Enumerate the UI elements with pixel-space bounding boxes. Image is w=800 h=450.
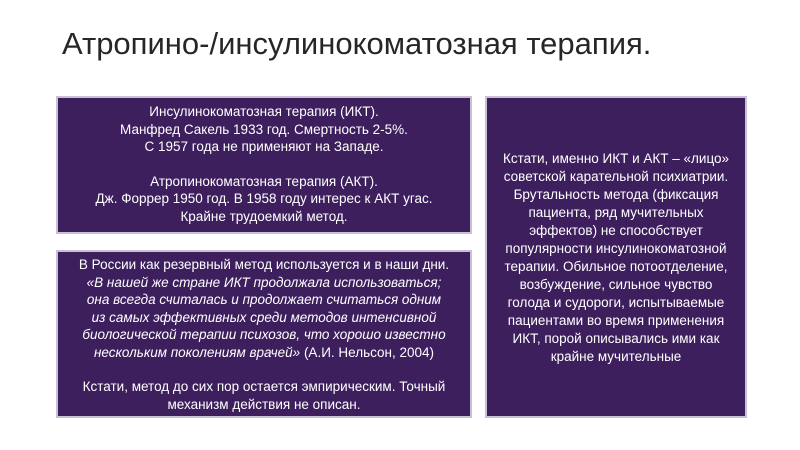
face-line: ИКТ, порой описывались ими как bbox=[512, 331, 720, 346]
face-box bbox=[485, 96, 747, 418]
russia-box bbox=[56, 250, 472, 418]
conclusion-line: механизм действия не описан. bbox=[167, 396, 361, 412]
face-line: эффектов) не способствует bbox=[529, 223, 703, 238]
face-line: крайне мучительные bbox=[550, 349, 682, 364]
face-line: Брутальность метода (фиксация bbox=[513, 187, 719, 202]
quote-last-line bbox=[64, 344, 464, 362]
quote-source: (А.И. Нельсон, 2004) bbox=[300, 344, 435, 360]
face-line: терапии. Обильное потоотделение, bbox=[504, 259, 728, 274]
quote-line: «В нашей же стране ИКТ продолжала использоваться; bbox=[86, 274, 442, 290]
history-line: Атропинокоматозная терапия (АКТ). bbox=[150, 173, 378, 189]
history-line: Крайне трудоемкий метод. bbox=[180, 208, 348, 224]
face-line: Кстати, именно ИКТ и АКТ – «лицо» bbox=[502, 151, 730, 166]
conclusion-line: Кстати, метод до сих пор остается эмпирическим. Точный bbox=[82, 379, 446, 394]
history-line: Манфред Сакель 1933 год. Смертность 2-5%. bbox=[120, 121, 408, 137]
face-line: голода и судороги, испытываемые bbox=[507, 295, 725, 310]
spacer bbox=[64, 361, 464, 378]
face-line: пациентами во время применения bbox=[507, 313, 725, 328]
quote-line: нескольким поколениям врачей» bbox=[93, 344, 301, 360]
quote-line: из самых эффективных среди методов интенсивной bbox=[91, 309, 437, 325]
history-line: Инсулинокоматозная терапия (ИКТ). bbox=[149, 104, 379, 119]
face-line: пациента, ряд мучительных bbox=[528, 205, 704, 220]
spacer bbox=[64, 156, 464, 173]
history-box bbox=[56, 96, 472, 234]
history-line: С 1957 года не применяют на Западе. bbox=[144, 139, 384, 154]
history-line: Дж. Форрер 1950 год. В 1958 году интерес к АКТ угас. bbox=[95, 191, 433, 206]
face-line: возбуждение, сильное чувство bbox=[519, 277, 713, 292]
slide-title: Атропино-/инсулинокоматозная терапия. bbox=[62, 26, 652, 61]
quote-line: она всегда считалась и продолжает считаться одним bbox=[86, 292, 442, 307]
face-line: популярности инсулинокоматозной bbox=[505, 241, 727, 256]
face-line: советской карательной психиатрии. bbox=[503, 169, 729, 184]
quote-line: биологической терапии психозов, что хорошо известно bbox=[82, 327, 446, 342]
russia-intro: В России как резервный метод используется и в наши дни. bbox=[78, 257, 450, 272]
